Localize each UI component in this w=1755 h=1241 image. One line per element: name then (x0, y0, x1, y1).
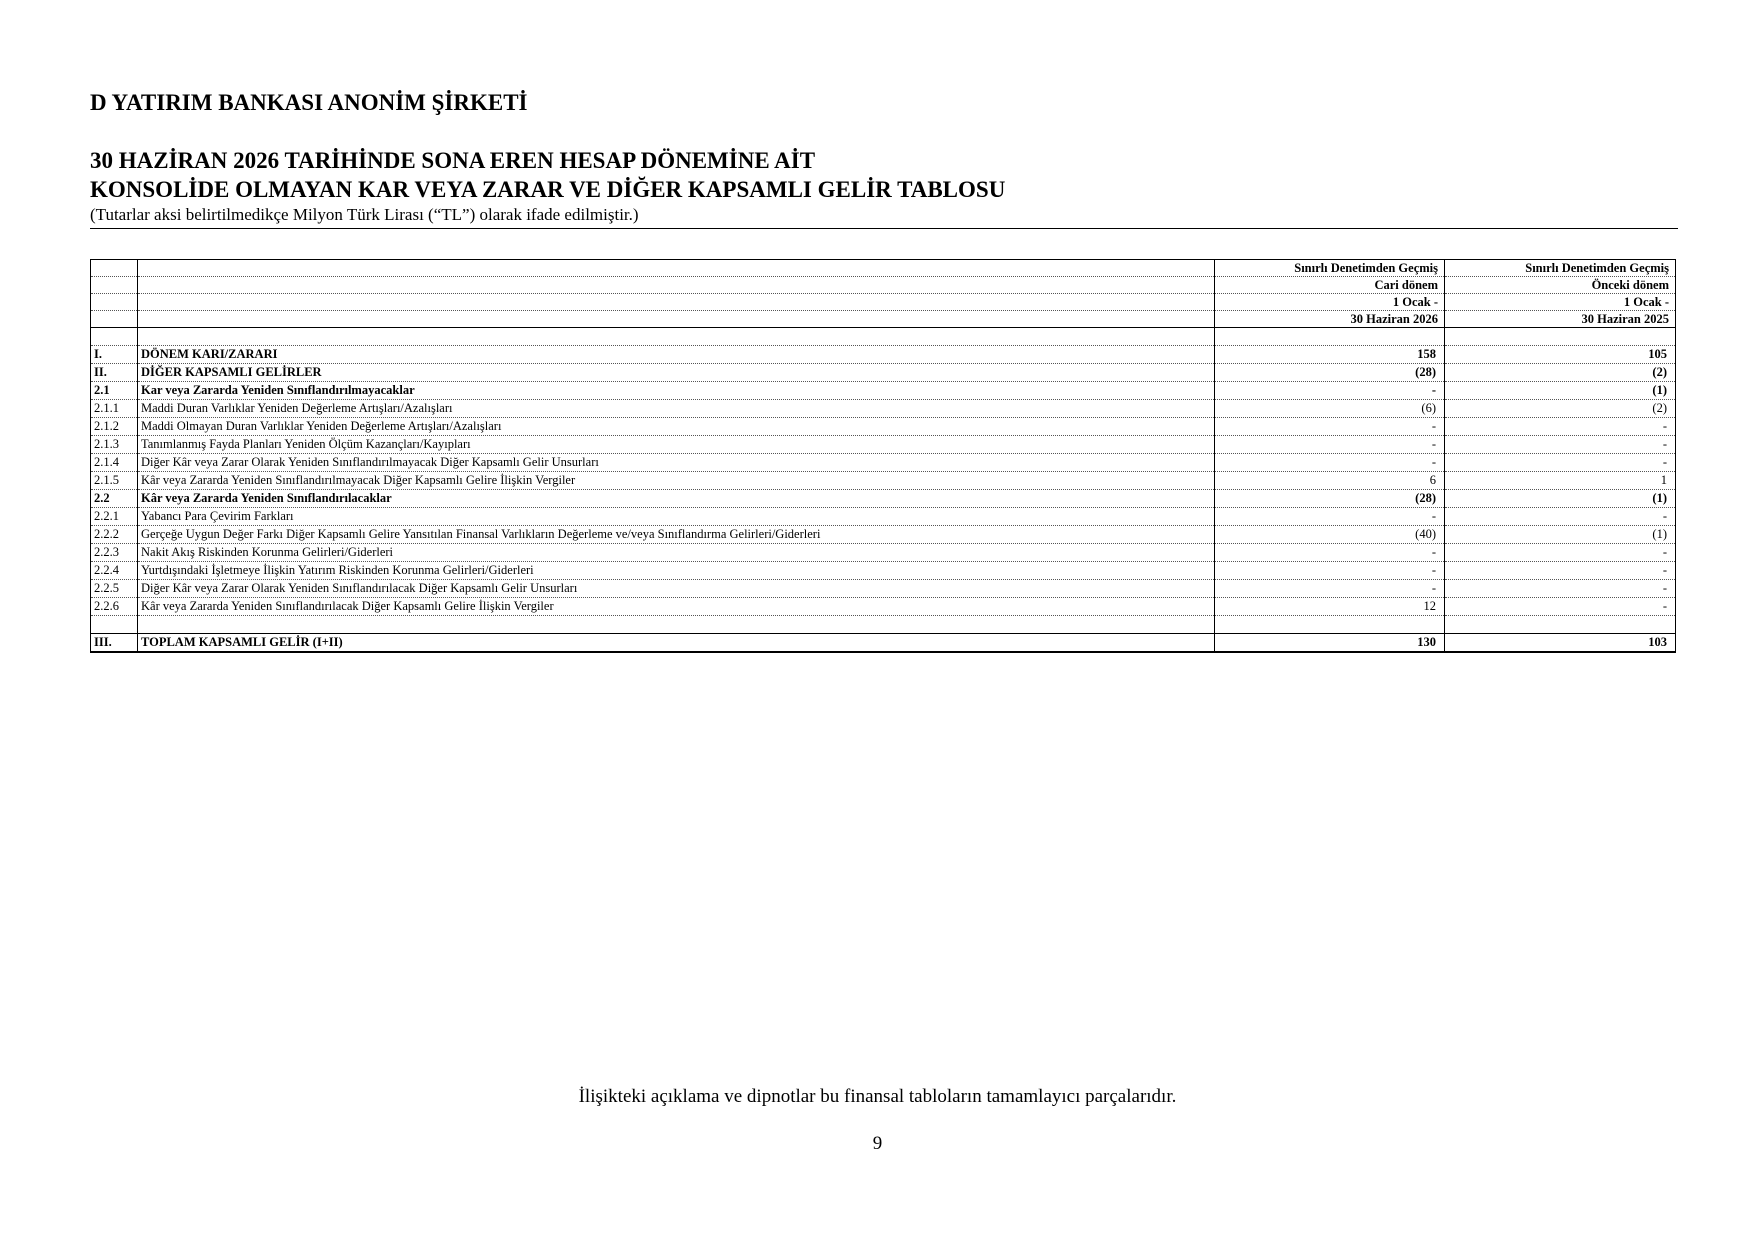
statement-title-line-2: KONSOLİDE OLMAYAN KAR VEYA ZARAR VE DİĞER KAPSAMLI GELİR TABLOSU (90, 177, 1006, 202)
row-previous-value: - (1445, 580, 1676, 598)
row-label: Diğer Kâr veya Zarar Olarak Yeniden Sınıflandırılacak Diğer Kapsamlı Gelir Unsurları (138, 580, 1215, 598)
header-row-end (91, 311, 1676, 328)
company-name: D YATIRIM BANKASI ANONİM ŞİRKETİ (90, 90, 528, 115)
header-label-cell (138, 260, 1215, 277)
row-previous-value: - (1445, 508, 1676, 526)
row-label: DÖNEM KARI/ZARARI (138, 346, 1215, 364)
row-label: Gerçeğe Uygun Değer Farkı Diğer Kapsamlı Gelire Yansıtılan Finansal Varlıkların Değerleme ve/veya Sınıflandırma Gelirleri/Giderleri (138, 526, 1215, 544)
row-previous-value (1445, 328, 1676, 346)
table-row (91, 472, 1676, 490)
header-previous-end: 30 Haziran 2025 (1445, 311, 1676, 328)
row-code: 2.1.3 (91, 436, 138, 454)
row-label: Nakit Akış Riskinden Korunma Gelirleri/Giderleri (138, 544, 1215, 562)
table-row (91, 490, 1676, 508)
row-code: 2.1 (91, 382, 138, 400)
header-label-cell (138, 294, 1215, 311)
row-code: III. (91, 634, 138, 653)
table-row (91, 400, 1676, 418)
header-current-audit: Sınırlı Denetimden Geçmiş (1215, 260, 1445, 277)
row-previous-value: - (1445, 454, 1676, 472)
currency-note: (Tutarlar aksi belirtilmedikçe Milyon Türk Lirası (“TL”) olarak ifade edilmiştir.) (90, 205, 639, 224)
row-current-value: (28) (1215, 364, 1445, 382)
table-row (91, 562, 1676, 580)
row-previous-value (1445, 616, 1676, 634)
row-label (138, 328, 1215, 346)
header-code-cell (91, 311, 138, 328)
row-previous-value: (1) (1445, 382, 1676, 400)
row-current-value: (28) (1215, 490, 1445, 508)
footer-note: İlişikteki açıklama ve dipnotlar bu finansal tabloların tamamlayıcı parçalarıdır. (578, 1086, 1177, 1107)
table-row (91, 598, 1676, 616)
row-previous-value: - (1445, 598, 1676, 616)
row-previous-value: - (1445, 436, 1676, 454)
header-label-cell (138, 277, 1215, 294)
row-current-value: - (1215, 436, 1445, 454)
row-current-value: - (1215, 418, 1445, 436)
row-code: 2.1.1 (91, 400, 138, 418)
row-previous-value: (1) (1445, 490, 1676, 508)
row-code: 2.1.5 (91, 472, 138, 490)
row-current-value: (40) (1215, 526, 1445, 544)
row-code: 2.2.4 (91, 562, 138, 580)
row-code: 2.1.2 (91, 418, 138, 436)
row-label (138, 616, 1215, 634)
row-current-value: - (1215, 544, 1445, 562)
row-code: I. (91, 346, 138, 364)
row-code: 2.1.4 (91, 454, 138, 472)
row-current-value: 6 (1215, 472, 1445, 490)
header-current-end: 30 Haziran 2026 (1215, 311, 1445, 328)
header-code-cell (91, 260, 138, 277)
row-current-value: (6) (1215, 400, 1445, 418)
row-label: DİĞER KAPSAMLI GELİRLER (138, 364, 1215, 382)
row-previous-value: - (1445, 562, 1676, 580)
row-current-value: 158 (1215, 346, 1445, 364)
statement-title-line-1: 30 HAZİRAN 2026 TARİHİNDE SONA EREN HESAP DÖNEMİNE AİT (90, 148, 816, 173)
table-row (91, 418, 1676, 436)
header-previous-audit: Sınırlı Denetimden Geçmiş (1445, 260, 1676, 277)
header-code-cell (91, 294, 138, 311)
row-label: Diğer Kâr veya Zarar Olarak Yeniden Sınıflandırılmayacak Diğer Kapsamlı Gelir Unsurları (138, 454, 1215, 472)
row-previous-value: (1) (1445, 526, 1676, 544)
row-code (91, 328, 138, 346)
table-row (91, 580, 1676, 598)
header-previous-period: Önceki dönem (1445, 277, 1676, 294)
header-code-cell (91, 277, 138, 294)
table-row (91, 526, 1676, 544)
row-label: Yabancı Para Çevirim Farkları (138, 508, 1215, 526)
row-current-value: - (1215, 508, 1445, 526)
row-label: Kâr veya Zararda Yeniden Sınıflandırılmayacak Diğer Kapsamlı Gelire İlişkin Vergiler (138, 472, 1215, 490)
row-code: 2.2.6 (91, 598, 138, 616)
row-code: 2.2.2 (91, 526, 138, 544)
row-label: Tanımlanmış Fayda Planları Yeniden Ölçüm Kazançları/Kayıpları (138, 436, 1215, 454)
row-label: Kâr veya Zararda Yeniden Sınıflandırılacak Diğer Kapsamlı Gelire İlişkin Vergiler (138, 598, 1215, 616)
income-statement-table (90, 259, 1676, 653)
row-previous-value: 105 (1445, 346, 1676, 364)
row-label: Kar veya Zararda Yeniden Sınıflandırılmayacaklar (138, 382, 1215, 400)
row-label: TOPLAM KAPSAMLI GELİR (I+II) (138, 634, 1215, 653)
header-current-period: Cari dönem (1215, 277, 1445, 294)
row-current-value (1215, 328, 1445, 346)
row-code: 2.2.5 (91, 580, 138, 598)
row-current-value: 130 (1215, 634, 1445, 653)
row-previous-value: (2) (1445, 400, 1676, 418)
row-previous-value: - (1445, 418, 1676, 436)
header-row-audit (91, 260, 1676, 277)
header-current-start: 1 Ocak - (1215, 294, 1445, 311)
row-label: Maddi Olmayan Duran Varlıklar Yeniden Değerleme Artışları/Azalışları (138, 418, 1215, 436)
header-row-start (91, 294, 1676, 311)
row-label: Yurtdışındaki İşletmeye İlişkin Yatırım Riskinden Korunma Gelirleri/Giderleri (138, 562, 1215, 580)
table-row (91, 436, 1676, 454)
row-current-value: - (1215, 382, 1445, 400)
row-previous-value: (2) (1445, 364, 1676, 382)
row-code: 2.2 (91, 490, 138, 508)
row-code: II. (91, 364, 138, 382)
table-row (91, 346, 1676, 364)
table-row (91, 508, 1676, 526)
header-previous-start: 1 Ocak - (1445, 294, 1676, 311)
row-label: Maddi Duran Varlıklar Yeniden Değerleme Artışları/Azalışları (138, 400, 1215, 418)
row-previous-value: 103 (1445, 634, 1676, 653)
row-current-value (1215, 616, 1445, 634)
table-row (91, 328, 1676, 346)
row-current-value: - (1215, 562, 1445, 580)
row-code: 2.2.3 (91, 544, 138, 562)
table-row (91, 382, 1676, 400)
header-label-cell (138, 311, 1215, 328)
header-divider (90, 228, 1678, 229)
statement-body (91, 328, 1676, 653)
table-row (91, 634, 1676, 653)
table-row (91, 544, 1676, 562)
table-row (91, 616, 1676, 634)
row-previous-value: 1 (1445, 472, 1676, 490)
row-label: Kâr veya Zararda Yeniden Sınıflandırılacaklar (138, 490, 1215, 508)
page-number: 9 (872, 1133, 883, 1154)
row-code (91, 616, 138, 634)
row-code: 2.2.1 (91, 508, 138, 526)
table-row (91, 364, 1676, 382)
row-previous-value: - (1445, 544, 1676, 562)
row-current-value: - (1215, 580, 1445, 598)
row-current-value: 12 (1215, 598, 1445, 616)
row-current-value: - (1215, 454, 1445, 472)
header-row-period (91, 277, 1676, 294)
table-row (91, 454, 1676, 472)
